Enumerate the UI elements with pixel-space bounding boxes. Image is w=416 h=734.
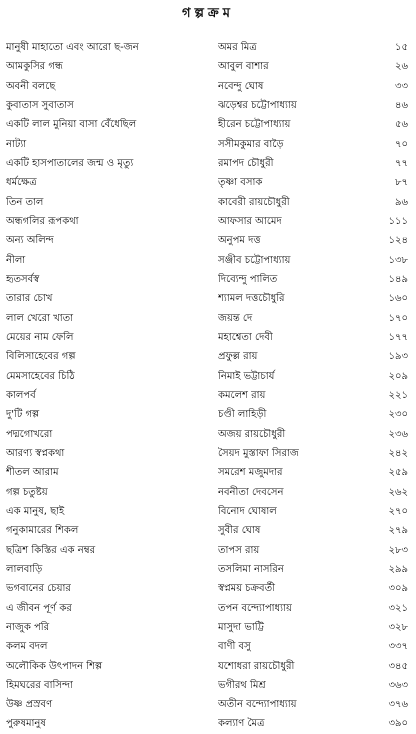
author-name: প্রফুল্ল রায় [218, 351, 258, 363]
story-title: তিন তাল [6, 196, 44, 208]
page-number: ২৭০ [388, 505, 408, 517]
toc-entry [0, 637, 416, 656]
page-number: ৩৩ [394, 80, 408, 92]
page-number: ২৫৯ [388, 467, 408, 479]
story-title: নাজুক পরি [6, 621, 50, 633]
toc-entry [0, 96, 416, 115]
author-name: ঝড়েশ্বর চট্টোপাধ্যায় [218, 99, 297, 111]
toc-entry [0, 714, 416, 733]
toc-entry [0, 560, 416, 579]
story-title: দু'টি গল্প [6, 409, 40, 421]
author-name: রমাপদ চৌধুরী [218, 157, 274, 169]
toc-entry [0, 212, 416, 231]
author-name: মাসুদা ভাট্টি [218, 621, 264, 633]
page-number: ৩৩৭ [388, 641, 408, 653]
toc-entry [0, 425, 416, 444]
author-name: ভগীরথ মিশ্র [218, 679, 266, 691]
toc-entry [0, 231, 416, 250]
page-number: ৩৪৫ [388, 660, 408, 672]
author-name: যশোধরা রায়চৌধুরী [218, 660, 295, 672]
page-title: গল্পক্রম [182, 6, 234, 21]
story-title: মানুষী মাহাতো এবং আরো ছ-জন [6, 42, 139, 53]
author-name: আবুল বাশার [218, 61, 269, 73]
author-name: নবনীতা দেবসেন [218, 486, 284, 498]
toc-entry [0, 367, 416, 386]
author-name: নিমাই ভট্টাচার্য [218, 370, 275, 382]
page-number: ৩৭৬ [388, 699, 408, 711]
toc-entry [0, 328, 416, 347]
story-title: হিমঘরের বাসিন্দা [6, 679, 73, 691]
story-title: লালবাড়ি [6, 563, 43, 575]
author-name: শ্যামল দত্তচৌধুরি [218, 293, 285, 305]
story-title: অবনী বলছে [6, 80, 56, 92]
story-title: পদ্মগোখরো [6, 428, 53, 440]
page-number: ১৭৭ [388, 331, 408, 343]
author-name: চণ্ডী লাহিড়ী [218, 409, 267, 421]
author-name: আফসার আমেদ [218, 215, 282, 227]
toc-entry [0, 57, 416, 76]
author-name: তৃষ্ণা বসাক [218, 177, 263, 189]
page-number: ৩০৯ [388, 583, 408, 595]
toc-entry [0, 579, 416, 598]
story-title: মেয়ের নাম ফেলি [6, 331, 74, 343]
page-number: ২৩৬ [388, 428, 408, 440]
story-title: মেমসাহেবের চিঠি [6, 370, 75, 382]
toc-entry [0, 695, 416, 714]
page-number: ১১১ [388, 215, 408, 227]
page-number: ১৪৯ [388, 273, 408, 285]
story-title: নাট্যা [6, 138, 27, 150]
page-number: ২৪২ [388, 447, 408, 459]
author-name: অজয় রায়চৌধুরী [218, 428, 286, 440]
author-name: তাপস রায় [218, 544, 260, 556]
page-number: ১৬০ [388, 293, 408, 305]
toc-entry [0, 193, 416, 212]
toc-entry [0, 405, 416, 424]
author-name: সসীমকুমার বাড়ৈ [218, 138, 284, 150]
page-number: ২০৯ [388, 370, 408, 382]
toc-entry [0, 38, 416, 57]
story-title: আরণ্য স্বপ্নকথা [6, 447, 65, 459]
page-number: ৩২১ [388, 602, 408, 614]
toc-entry [0, 309, 416, 328]
page-number: ২৯৯ [388, 563, 408, 575]
story-title: এ জীবন পূর্ণ কর [6, 602, 72, 614]
story-title: পুরুষমানুষ [6, 718, 46, 730]
story-title: একটি হাসপাতালের জন্ম ও মৃত্যু [6, 157, 134, 169]
story-title: অন্ধগলির রূপকথা [6, 215, 79, 227]
story-title: উষ্ণ প্রস্রবণ [6, 699, 53, 711]
toc-list [0, 38, 416, 734]
page-number: ৮৭ [395, 177, 408, 189]
author-name: স্বপ্নময় চক্রবর্তী [218, 583, 275, 595]
story-title: অন্য অলিন্দ [6, 235, 54, 247]
page-number: ২৬২ [388, 486, 408, 498]
story-title: বিলিসাহেবের গল্প [6, 351, 76, 363]
story-title: নীলা [6, 254, 26, 266]
page-number: ২৩০ [388, 409, 408, 421]
page-number: ৭৭ [394, 157, 408, 169]
page-number: ১৯৩ [388, 351, 408, 363]
toc-entry [0, 77, 416, 96]
story-title: লাল খেরো খাতা [6, 312, 74, 324]
story-title: গল্প চতুষ্টয় [6, 486, 48, 498]
story-title: কালপর্ব [6, 389, 36, 401]
author-name: কাবেরী রায়চৌধুরী [218, 196, 290, 208]
story-title: হৃতসর্বস্ব [6, 273, 40, 285]
story-title: ছত্রিশ কিস্তির এক নম্বর [6, 544, 96, 556]
toc-entry [0, 251, 416, 270]
page-number: ১৭০ [388, 312, 408, 324]
story-title: গনুকামারের শিকল [6, 525, 79, 537]
page-number: ১৩৮ [388, 254, 408, 266]
story-title: কুবাতাস সুবাতাস [6, 99, 74, 111]
story-title: ভগবানের চেয়ার [6, 583, 71, 595]
story-title: এক মানুষ, ছাই [6, 505, 65, 517]
toc-entry [0, 386, 416, 405]
toc-entry [0, 541, 416, 560]
author-name: অনুপম দত্ত [218, 235, 261, 247]
toc-entry [0, 289, 416, 308]
author-name: দিব্যেন্দু পালিত [218, 273, 278, 285]
story-title: আমকুসির গন্ধ [6, 61, 63, 73]
author-name: তপন বন্দ্যোপাধ্যায় [218, 602, 292, 614]
author-name: বাণী বসু [218, 641, 251, 653]
author-name: কমলেশ রায় [218, 389, 266, 401]
page-number: ২৮৩ [388, 544, 408, 556]
story-title: ধর্মক্ষেত্র [6, 177, 37, 189]
author-name: সমরেশ মজুমদার [218, 467, 283, 479]
story-title: অলৌকিক উৎপাদন শিল্প [6, 660, 103, 672]
toc-entry [0, 463, 416, 482]
author-name: নবেন্দু ঘোষ [218, 80, 264, 92]
toc-entry [0, 135, 416, 154]
toc-entry [0, 483, 416, 502]
author-name: জয়ন্ত দে [218, 312, 253, 324]
page-number: ২৭৯ [388, 525, 408, 537]
toc-entry [0, 154, 416, 173]
story-title: তারার চোখ [6, 293, 53, 305]
toc-entry [0, 599, 416, 618]
page-number: ২৬ [394, 61, 408, 73]
page-number: ৪৬ [395, 99, 408, 111]
story-title: একটি লাল মুনিয়া বাসা বেঁধেছিল [6, 119, 137, 131]
author-name: মহাশ্বেতা দেবী [218, 331, 273, 343]
page-number: ৭০ [394, 138, 408, 150]
toc-entry [0, 502, 416, 521]
page-number: ১৫ [395, 42, 408, 53]
author-name: কল্যাণ মৈত্র [218, 718, 265, 730]
page-number: ২২১ [388, 389, 408, 401]
page-number: ১২৪ [388, 235, 408, 247]
toc-entry [0, 657, 416, 676]
author-name: সঞ্জীব চট্টোপাধ্যায় [218, 254, 291, 266]
story-title: কলম বদল [6, 641, 48, 653]
toc-entry [0, 270, 416, 289]
toc-entry [0, 444, 416, 463]
toc-entry [0, 618, 416, 637]
page-number: ৯৬ [395, 196, 408, 208]
page-number: ৩৯০ [388, 718, 408, 730]
page-number: ৩৬৩ [388, 679, 408, 691]
author-name: তসলিমা নাসরিন [218, 563, 284, 575]
author-name: হীরেন চট্টোপাধ্যায় [218, 119, 291, 131]
story-title: শীতল আরাম [6, 467, 59, 479]
toc-entry [0, 347, 416, 366]
author-name: অতীন বন্দ্যোপাধ্যায় [218, 699, 297, 711]
author-name: বিনোদ ঘোষাল [218, 505, 277, 517]
toc-entry [0, 173, 416, 192]
author-name: সৈয়দ মুস্তাফা সিরাজ [218, 447, 299, 459]
toc-entry [0, 115, 416, 134]
page-number: ৩২৮ [388, 621, 408, 633]
toc-entry [0, 676, 416, 695]
page-number: ৫৬ [395, 119, 408, 131]
author-name: অমর মিত্র [218, 42, 257, 53]
toc-entry [0, 521, 416, 540]
author-name: সুবীর ঘোষ [218, 525, 261, 537]
